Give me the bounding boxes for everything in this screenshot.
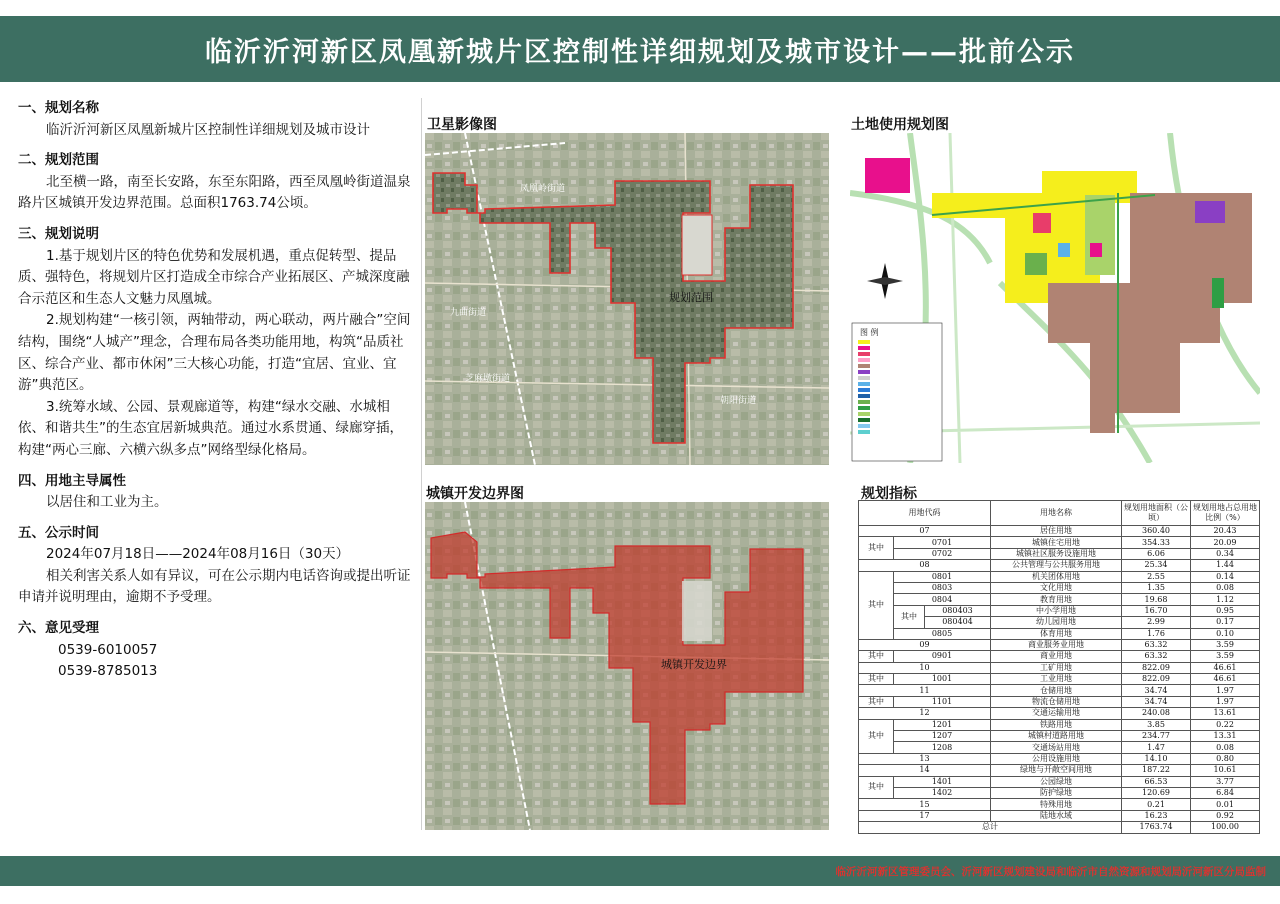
satellite-place-3: 芝麻墩街道 <box>465 374 511 384</box>
indicators-area: 14.10 <box>1122 753 1191 764</box>
indicators-subcode: 0803 <box>894 582 991 593</box>
indicators-table <box>858 500 1260 834</box>
indicators-name: 商业用地 <box>991 651 1122 662</box>
indicators-area: 187.22 <box>1122 765 1191 776</box>
indicators-row <box>859 685 1260 696</box>
indicators-pct: 0.08 <box>1191 742 1260 753</box>
section-text-period: 2024年07月18日——2024年08月16日（30天） <box>46 546 350 563</box>
section-text-notes-1: 1.基于规划片区的特色优势和发展机遇，重点促转型、提品质、强特色，将规划片区打造成全市综合产业拓展区、产城深度融合示范区和生态人文魅力凤凰城。 <box>18 247 410 307</box>
indicators-pct: 13.31 <box>1191 731 1260 742</box>
indicators-row <box>859 719 1260 730</box>
indicators-name: 教育用地 <box>991 594 1122 605</box>
indicators-row <box>859 662 1260 673</box>
indicators-name: 城镇村道路用地 <box>991 731 1122 742</box>
indicators-name: 城镇社区服务设施用地 <box>991 548 1122 559</box>
indicators-subcode: 0901 <box>894 651 991 662</box>
landuse-map <box>850 133 1260 463</box>
indicators-name: 特殊用地 <box>991 799 1122 810</box>
indicators-subcode: 1401 <box>894 776 991 787</box>
indicators-name: 公园绿地 <box>991 776 1122 787</box>
indicators-row <box>859 765 1260 776</box>
indicators-code: 13 <box>859 753 991 764</box>
indicators-area: 0.21 <box>1122 799 1191 810</box>
indicators-name: 物流仓储用地 <box>991 696 1122 707</box>
satellite-place-4: 朝阳街道 <box>720 396 757 406</box>
indicators-qizhong: 其中 <box>859 651 894 662</box>
indicators-code: 10 <box>859 662 991 673</box>
indicators-code: 15 <box>859 799 991 810</box>
indicators-area: 63.32 <box>1122 651 1191 662</box>
indicators-name: 公用设施用地 <box>991 753 1122 764</box>
indicators-header-area: 规划用地面积（公顷） <box>1122 501 1191 526</box>
indicators-area: 2.55 <box>1122 571 1191 582</box>
indicators-subsubcode: 080403 <box>925 605 991 616</box>
indicators-row <box>859 742 1260 753</box>
indicators-area: 1.35 <box>1122 582 1191 593</box>
indicators-pct: 6.84 <box>1191 787 1260 798</box>
indicators-subcode: 0701 <box>894 537 991 548</box>
section-heading-notes: 三、规划说明 <box>18 225 99 242</box>
indicators-area: 240.08 <box>1122 708 1191 719</box>
indicators-area: 16.70 <box>1122 605 1191 616</box>
indicators-area: 6.06 <box>1122 548 1191 559</box>
indicators-area: 822.09 <box>1122 662 1191 673</box>
indicators-row <box>859 526 1260 537</box>
indicators-pct: 0.01 <box>1191 799 1260 810</box>
indicators-name: 交通运输用地 <box>991 708 1122 719</box>
indicators-subcode: 0801 <box>894 571 991 582</box>
section-text-notes-3: 3.统筹水域、公园、景观廊道等，构建“绿水交融、水城相依、和谐共生”的生态宜居新城典范。通过水系贯通、绿廊穿插，构建“两心三廊、六横六纵多点”网络型绿化格局。 <box>18 398 403 458</box>
section-text-time: 相关利害关系人如有异议，可在公示期内电话咨询或提出听证申请并说明理由，逾期不予受理。 <box>18 567 411 606</box>
indicators-subcode: 0805 <box>894 628 991 639</box>
section-text-name: 临沂沂河新区凤凰新城片区控制性详细规划及城市设计 <box>46 121 370 138</box>
indicators-subsubcode: 080404 <box>925 617 991 628</box>
indicators-row <box>859 548 1260 559</box>
indicators-area: 66.53 <box>1122 776 1191 787</box>
section-text-scope: 北至横一路，南至长安路，东至东阳路，西至凤凰岭街道温泉路片区城镇开发边界范围。总面积1763.74公顷。 <box>18 173 411 212</box>
indicators-row <box>859 799 1260 810</box>
indicators-header-row <box>859 501 1260 526</box>
indicators-name: 商业服务业用地 <box>991 639 1122 650</box>
indicators-row <box>859 605 1260 616</box>
indicators-qizhong-inner: 其中 <box>894 605 925 628</box>
indicators-pct: 0.14 <box>1191 571 1260 582</box>
indicators-name: 仓储用地 <box>991 685 1122 696</box>
indicators-header-pct: 规划用地占总用地比例（%） <box>1191 501 1260 526</box>
satellite-map <box>425 133 829 465</box>
indicators-body <box>859 526 1260 822</box>
section-text-use: 以居住和工业为主。 <box>46 494 168 511</box>
indicators-row <box>859 560 1260 571</box>
indicators-name: 城镇住宅用地 <box>991 537 1122 548</box>
satellite-map-label: 规划范围 <box>669 291 713 304</box>
indicators-pct: 20.09 <box>1191 537 1260 548</box>
indicators-area: 1.76 <box>1122 628 1191 639</box>
section-text-notes-2: 2.规划构建“一核引领，两轴带动，两心联动，两片融合”空间结构，围绕“人城产”理念，合理布局各类功能用地，构筑“品质社区、综合产业、都市休闲”三大核心功能，打造“宜居、宜业、宜游”典范区。 <box>18 312 411 394</box>
indicators-code: 14 <box>859 765 991 776</box>
indicators-header-name: 用地名称 <box>991 501 1122 526</box>
indicators-row <box>859 639 1260 650</box>
indicators-subcode: 1101 <box>894 696 991 707</box>
indicators-title: 规划指标 <box>861 486 917 502</box>
indicators-area: 234.77 <box>1122 731 1191 742</box>
indicators-name: 机关团体用地 <box>991 571 1122 582</box>
indicators-row <box>859 776 1260 787</box>
indicators-name: 居住用地 <box>991 526 1122 537</box>
indicators-qizhong: 其中 <box>859 674 894 685</box>
indicators-total-row <box>859 822 1260 833</box>
indicators-row <box>859 708 1260 719</box>
indicators-name: 体育用地 <box>991 628 1122 639</box>
indicators-subcode: 1201 <box>894 719 991 730</box>
indicators-code: 12 <box>859 708 991 719</box>
indicators-pct: 0.08 <box>1191 582 1260 593</box>
indicators-pct: 3.77 <box>1191 776 1260 787</box>
indicators-pct: 0.92 <box>1191 810 1260 821</box>
indicators-subcode: 1208 <box>894 742 991 753</box>
indicators-qizhong: 其中 <box>859 537 894 560</box>
indicators-row <box>859 731 1260 742</box>
title-bar <box>0 16 1280 82</box>
indicators-pct: 0.95 <box>1191 605 1260 616</box>
indicators-row <box>859 787 1260 798</box>
footer-text: 临沂沂河新区管理委员会、沂河新区规划建设局和临沂市自然资源和规划局沂河新区分局监制 <box>835 865 1266 878</box>
indicators-qizhong: 其中 <box>859 696 894 707</box>
indicators-name: 幼儿园用地 <box>991 617 1122 628</box>
satellite-map-title: 卫星影像图 <box>427 117 497 133</box>
indicators-pct: 10.61 <box>1191 765 1260 776</box>
section-heading-time: 五、公示时间 <box>18 524 99 541</box>
indicators-area: 34.74 <box>1122 685 1191 696</box>
indicators-name: 工业用地 <box>991 674 1122 685</box>
indicators-code: 09 <box>859 639 991 650</box>
footer-bar <box>0 856 1280 886</box>
indicators-subcode: 0702 <box>894 548 991 559</box>
section-heading-contact: 六、意见受理 <box>18 620 99 637</box>
landuse-map-title: 土地使用规划图 <box>851 117 949 133</box>
indicators-pct: 1.97 <box>1191 696 1260 707</box>
contact-phone-1: 0539-6010057 <box>58 641 158 658</box>
section-heading-use: 四、用地主导属性 <box>18 472 126 489</box>
indicators-subcode: 1207 <box>894 731 991 742</box>
indicators-name: 防护绿地 <box>991 787 1122 798</box>
indicators-code: 11 <box>859 685 991 696</box>
indicators-name: 绿地与开敞空间用地 <box>991 765 1122 776</box>
indicators-row <box>859 753 1260 764</box>
indicators-area: 2.99 <box>1122 617 1191 628</box>
indicators-subcode: 1001 <box>894 674 991 685</box>
indicators-total-pct: 100.00 <box>1191 822 1260 833</box>
indicators-area: 63.32 <box>1122 639 1191 650</box>
indicators-pct: 1.97 <box>1191 685 1260 696</box>
indicators-area: 34.74 <box>1122 696 1191 707</box>
boundary-map-title: 城镇开发边界图 <box>426 486 524 502</box>
indicators-area: 16.23 <box>1122 810 1191 821</box>
boundary-map-label: 城镇开发边界 <box>661 658 727 671</box>
indicators-code: 08 <box>859 560 991 571</box>
indicators-area: 822.09 <box>1122 674 1191 685</box>
indicators-row <box>859 571 1260 582</box>
satellite-place-1: 凤凰岭街道 <box>520 184 566 194</box>
indicators-area: 120.69 <box>1122 787 1191 798</box>
indicators-row <box>859 628 1260 639</box>
indicators-pct: 1.12 <box>1191 594 1260 605</box>
indicators-name: 中小学用地 <box>991 605 1122 616</box>
indicators-area: 354.33 <box>1122 537 1191 548</box>
indicators-pct: 0.22 <box>1191 719 1260 730</box>
indicators-qizhong: 其中 <box>859 571 894 639</box>
indicators-pct: 3.59 <box>1191 651 1260 662</box>
section-heading-scope: 二、规划范围 <box>18 152 99 169</box>
indicators-row <box>859 651 1260 662</box>
indicators-pct: 0.17 <box>1191 617 1260 628</box>
indicators-area: 19.68 <box>1122 594 1191 605</box>
satellite-map-image <box>425 133 829 465</box>
indicators-row <box>859 674 1260 685</box>
indicators-row <box>859 582 1260 593</box>
indicators-qizhong: 其中 <box>859 719 894 753</box>
indicators-code: 07 <box>859 526 991 537</box>
indicators-total-area: 1763.74 <box>1122 822 1191 833</box>
indicators-subcode: 1402 <box>894 787 991 798</box>
indicators-pct: 46.61 <box>1191 662 1260 673</box>
indicators-row <box>859 810 1260 821</box>
page-title: 临沂沂河新区凤凰新城片区控制性详细规划及城市设计——批前公示 <box>205 36 1075 68</box>
indicators-area: 3.85 <box>1122 719 1191 730</box>
indicators-pct: 1.44 <box>1191 560 1260 571</box>
indicators-area: 25.34 <box>1122 560 1191 571</box>
satellite-place-2: 九曲街道 <box>450 308 487 318</box>
indicators-pct: 0.80 <box>1191 753 1260 764</box>
indicators-name: 文化用地 <box>991 582 1122 593</box>
indicators-pct: 3.59 <box>1191 639 1260 650</box>
boundary-map-image <box>425 502 829 830</box>
indicators-pct: 0.34 <box>1191 548 1260 559</box>
indicators-code: 17 <box>859 810 991 821</box>
section-heading-name: 一、规划名称 <box>18 100 99 116</box>
indicators-area: 1.47 <box>1122 742 1191 753</box>
indicators-pct: 13.61 <box>1191 708 1260 719</box>
indicators-name: 交通场站用地 <box>991 742 1122 753</box>
contact-phone-2: 0539-8785013 <box>58 663 158 680</box>
indicators-total-label: 总计 <box>859 822 1122 833</box>
indicators-subcode: 0804 <box>894 594 991 605</box>
boundary-map <box>425 502 829 830</box>
indicators-name: 铁路用地 <box>991 719 1122 730</box>
indicators-pct: 20.43 <box>1191 526 1260 537</box>
indicators-pct: 46.61 <box>1191 674 1260 685</box>
indicators-row <box>859 537 1260 548</box>
indicators-row <box>859 594 1260 605</box>
landuse-legend-title: 图 例 <box>860 328 879 337</box>
indicators-qizhong: 其中 <box>859 776 894 799</box>
indicators-name: 工矿用地 <box>991 662 1122 673</box>
landuse-map-image <box>850 133 1260 463</box>
indicators-name: 陆地水域 <box>991 810 1122 821</box>
indicators-area: 360.40 <box>1122 526 1191 537</box>
indicators-name: 公共管理与公共服务用地 <box>991 560 1122 571</box>
column-divider <box>421 98 422 830</box>
indicators-row <box>859 696 1260 707</box>
indicators-header-code: 用地代码 <box>859 501 991 526</box>
top-strip <box>0 0 1280 16</box>
indicators-pct: 0.10 <box>1191 628 1260 639</box>
description-column <box>18 98 416 683</box>
